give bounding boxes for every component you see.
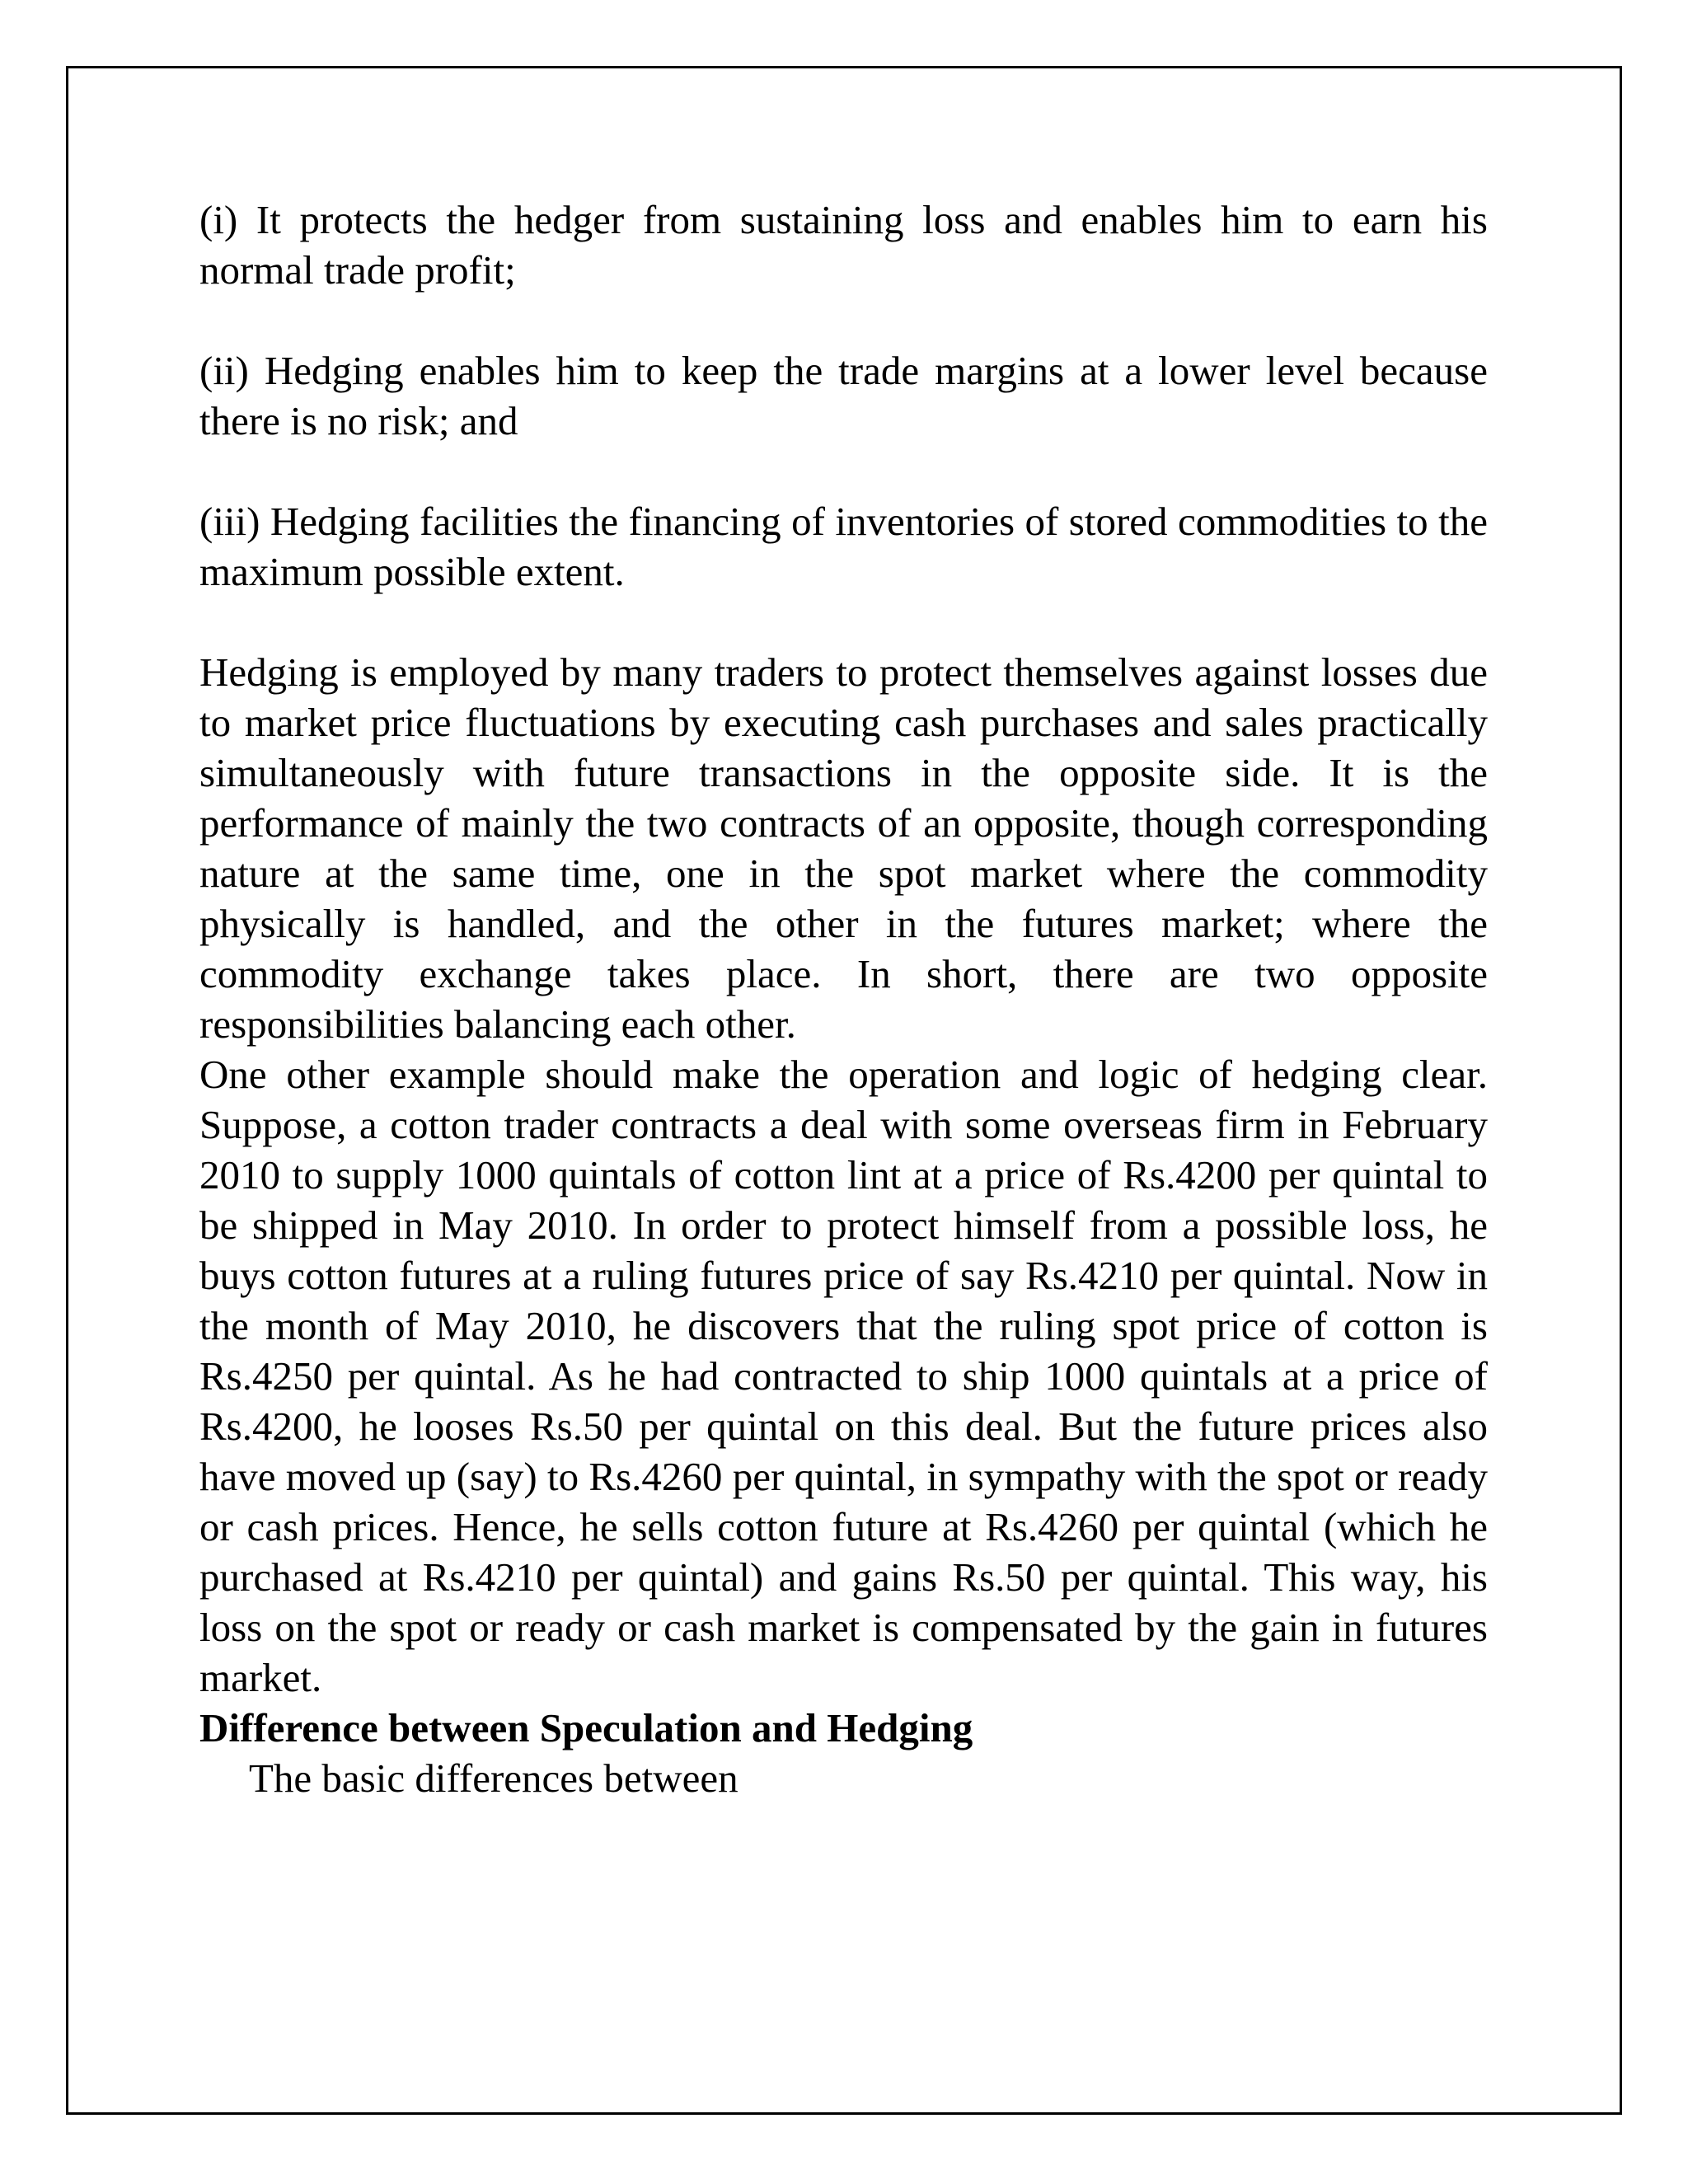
section-heading: Difference between Speculation and Hedging <box>199 1705 973 1750</box>
document-body <box>199 194 1488 1803</box>
section-lead-in: The basic differences between <box>249 1755 738 1801</box>
list-item-iii: (iii) Hedging facilities the financing of inventories of stored commodities to the maximum possible extent. <box>199 499 1488 594</box>
paragraph-hedging-definition: Hedging is employed by many traders to protect themselves against losses due to market price fluctuations by executing cash purchases and sales practically simultaneously with future transactions in the opposite side. It is the performance of mainly the two contracts of an opposite, though corresponding nature at the same time, one in the spot market where the commodity physically is handled, and the other in the futures market; where the commodity exchange takes place. In short, there are two opposite responsibilities balancing each other. <box>199 649 1488 1047</box>
list-item-i: (i) It protects the hedger from sustaining loss and enables him to earn his normal trade profit; <box>199 197 1488 293</box>
paragraph-hedging-example: One other example should make the operation and logic of hedging clear. Suppose, a cotton trader contracts a deal with some overseas firm in February 2010 to supply 1000 quintals of cotton lint at a price of Rs.4200 per quintal to be shipped in May 2010. In order to protect himself from a possible loss, he buys cotton futures at a ruling futures price of say Rs.4210 per quintal. Now in the month of May 2010, he discovers that the ruling spot price of cotton is Rs.4250 per quintal. As he had contracted to ship 1000 quintals at a price of Rs.4200, he looses Rs.50 per quintal on this deal. But the future prices also have moved up (say) to Rs.4260 per quintal, in sympathy with the spot or ready or cash prices. Hence, he sells cotton future at Rs.4260 per quintal (which he purchased at Rs.4210 per quintal) and gains Rs.50 per quintal. This way, his loss on the spot or ready or cash market is compensated by the gain in futures market. <box>199 1052 1488 1700</box>
list-item-ii: (ii) Hedging enables him to keep the trade margins at a lower level because there is no risk; and <box>199 348 1488 443</box>
